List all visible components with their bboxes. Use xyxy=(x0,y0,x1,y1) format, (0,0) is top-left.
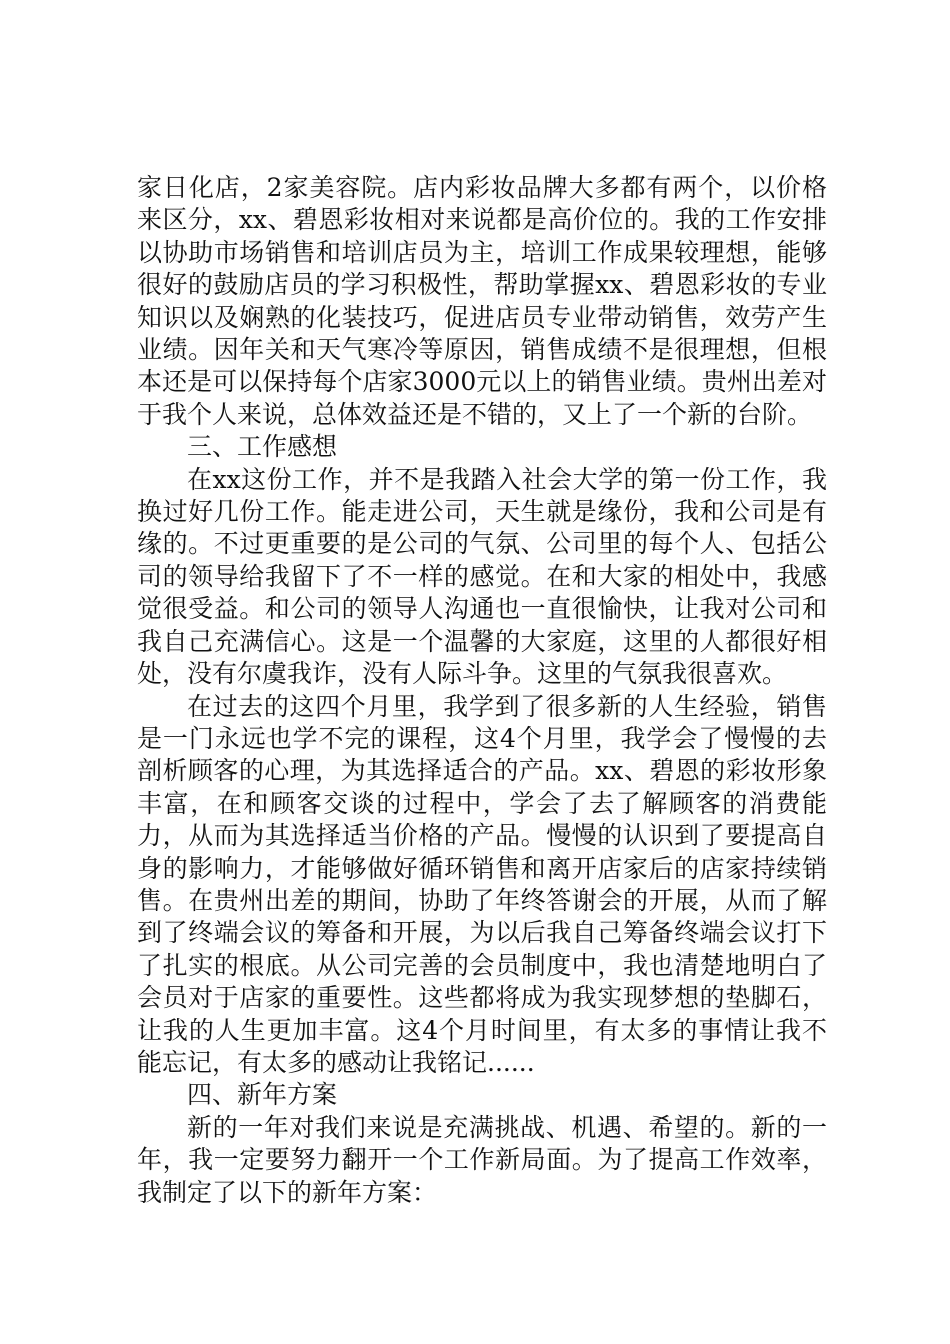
paragraph-work-reflections: 在xx这份工作，并不是我踏入社会大学的第一份工作，我换过好几份工作。能走进公司，天生就是缘份，我和公司是有缘的。不过更重要的是公司的气氛、公司里的每个人、包括公司的领导给我留下了不一样的感觉。在和大家的相处中，我感觉很受益。和公司的领导人沟通也一直很愉快，让我对公司和我自己充满信心。这是一个温馨的大家庭，这里的人都很好相处，没有尔虞我诈，没有人际斗争。这里的气氛我很喜欢。 xyxy=(137,464,827,689)
section-heading-new-year-plan: 四、新年方案 xyxy=(187,1080,338,1110)
paragraph-new-year-plan: 新的一年对我们来说是充满挑战、机遇、希望的。新的一年，我一定要努力翻开一个工作新局面。为了提高工作效率，我制定了以下的新年方案： xyxy=(137,1112,827,1207)
section-heading-work-reflections: 三、工作感想 xyxy=(187,432,338,462)
paragraph-learning-experience: 在过去的这四个月里，我学到了很多新的人生经验，销售是一门永远也学不完的课程，这4个月里，我学会了慢慢的去剖析顾客的心理，为其选择适合的产品。xx、碧恩的彩妆形象丰富，在和顾客交谈的过程中，学会了去了解顾客的消费能力，从而为其选择适当价格的产品。慢慢的认识到了要提高自身的影响力，才能够做好循环销售和离开店家后的店家持续销售。在贵州出差的期间，协助了年终答谢会的开展，从而了解到了终端会议的筹备和开展，为以后我自己筹备终端会议打下了扎实的根底。从公司完善的会员制度中，我也清楚地明白了会员对于店家的重要性。这些都将成为我实现梦想的垫脚石，让我的人生更加丰富。这4个月时间里，有太多的事情让我不能忘记，有太多的感动让我铭记...... xyxy=(137,691,827,1077)
paragraph-store-summary: 家日化店，2家美容院。店内彩妆品牌大多都有两个，以价格来区分，xx、碧恩彩妆相对来说都是高价位的。我的工作安排以协助市场销售和培训店员为主，培训工作成果较理想，能够很好的鼓励店员的学习积极性，帮助掌握xx、碧恩彩妆的专业知识以及娴熟的化装技巧，促进店员专业带动销售，效劳产生业绩。因年关和天气寒冷等原因，销售成绩不是很理想，但根本还是可以保持每个店家3000元以上的销售业绩。贵州出差对于我个人来说，总体效益还是不错的，又上了一个新的台阶。 xyxy=(137,173,827,429)
document-body xyxy=(137,172,827,1209)
